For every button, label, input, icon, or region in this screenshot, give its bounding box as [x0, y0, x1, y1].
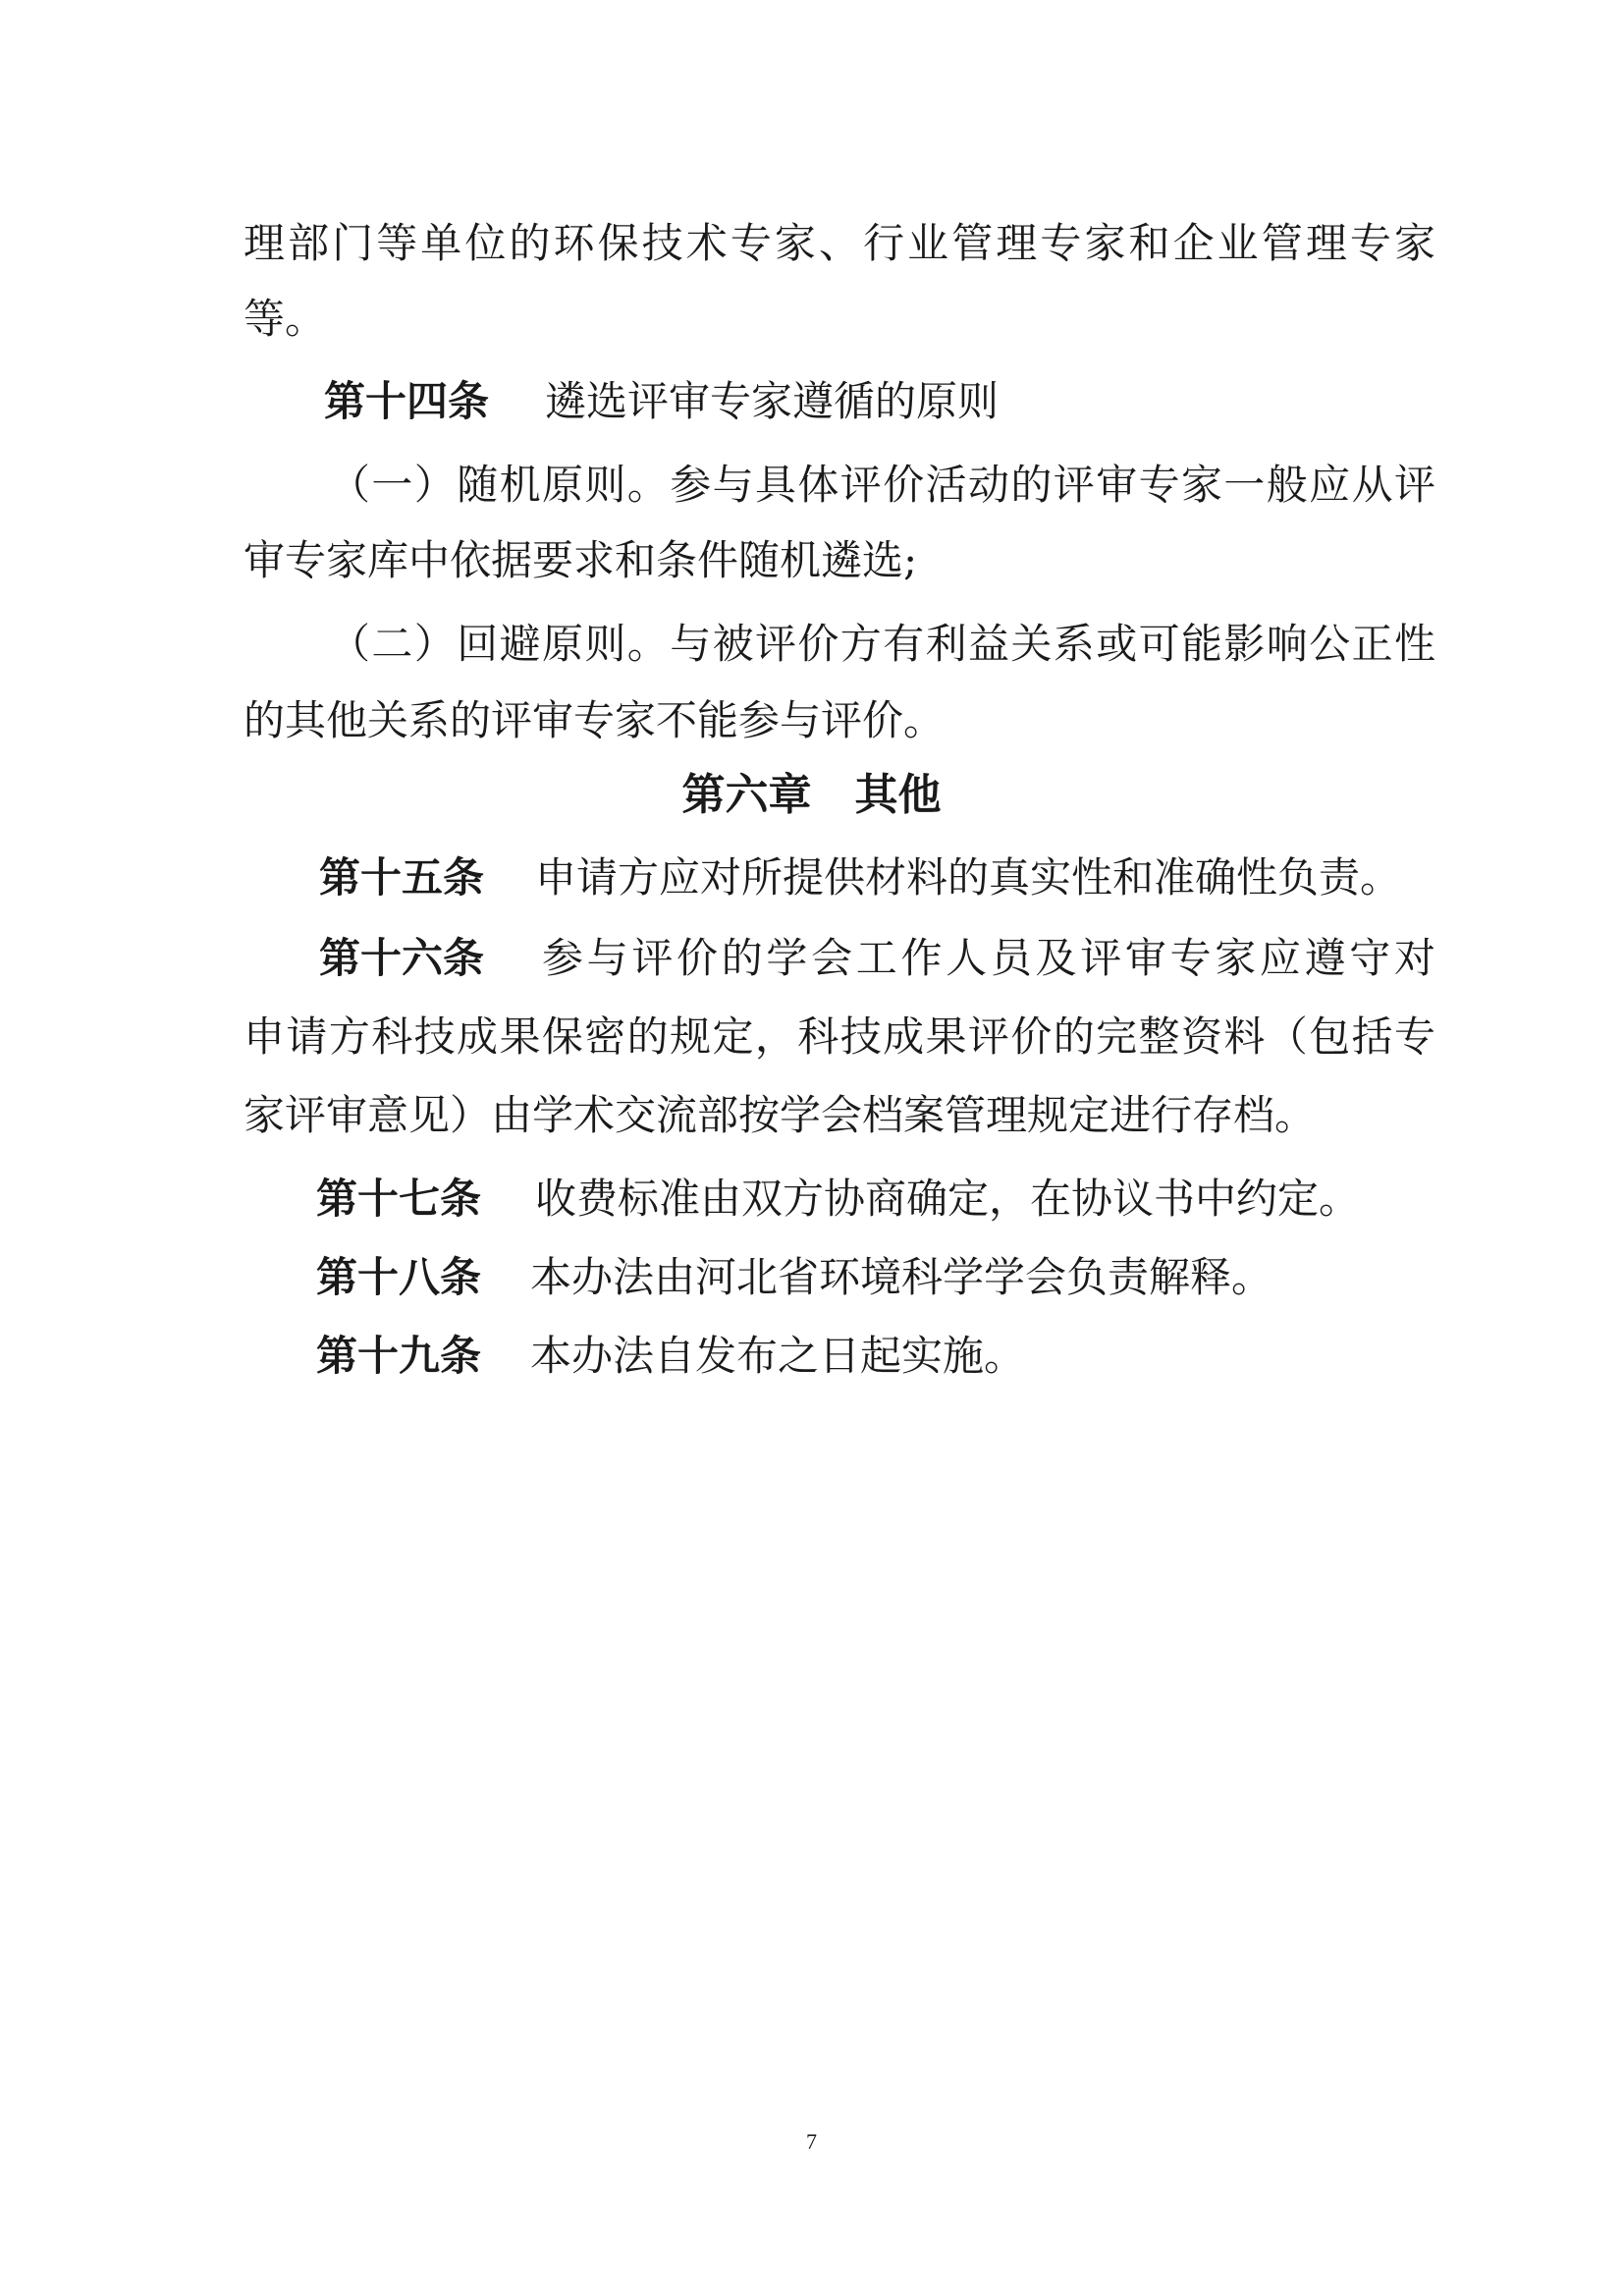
- article-title: 第十九条: [316, 1332, 482, 1380]
- text-line: 家评审意见）由学术交流部按学会档案管理规定进行存档。: [243, 1091, 1317, 1139]
- article-title: 第十七条: [316, 1175, 482, 1223]
- text-line: 的其他关系的评审专家不能参与评价。: [243, 696, 946, 744]
- page-number: 7: [806, 2129, 817, 2154]
- article-title: 第十八条: [316, 1253, 482, 1301]
- text-line: （二）回避原则。与被评价方有利益关系或可能影响公正性: [329, 620, 1435, 668]
- article-text: 遴选评审专家遵循的原则: [545, 377, 1000, 425]
- chapter-heading: 第六章 其他: [681, 770, 942, 820]
- article-text: 本办法自发布之日起实施。: [530, 1332, 1026, 1380]
- article-title: 第十六条: [319, 934, 485, 982]
- article-text: 申请方应对所提供材料的真实性和准确性负责。: [535, 853, 1402, 902]
- text-line: 等。: [243, 295, 327, 343]
- text-line: （一）随机原则。参与具体评价活动的评审专家一般应从评: [329, 461, 1435, 509]
- text-line: 审专家库中依据要求和条件随机遴选;: [243, 536, 918, 584]
- article-title: 第十五条: [319, 853, 485, 902]
- article-text: 收费标准由双方协商确定，在协议书中约定。: [535, 1175, 1361, 1223]
- article-title: 第十四条: [324, 377, 490, 425]
- article-text: 参与评价的学会工作人员及评审专家应遵守对: [542, 934, 1435, 982]
- text-line: 理部门等单位的环保技术专家、行业管理专家和企业管理专家: [243, 219, 1435, 267]
- article-text: 本办法由河北省环境科学学会负责解释。: [530, 1253, 1273, 1301]
- text-line: 申请方科技成果保密的规定，科技成果评价的完整资料（包括专: [243, 1012, 1435, 1061]
